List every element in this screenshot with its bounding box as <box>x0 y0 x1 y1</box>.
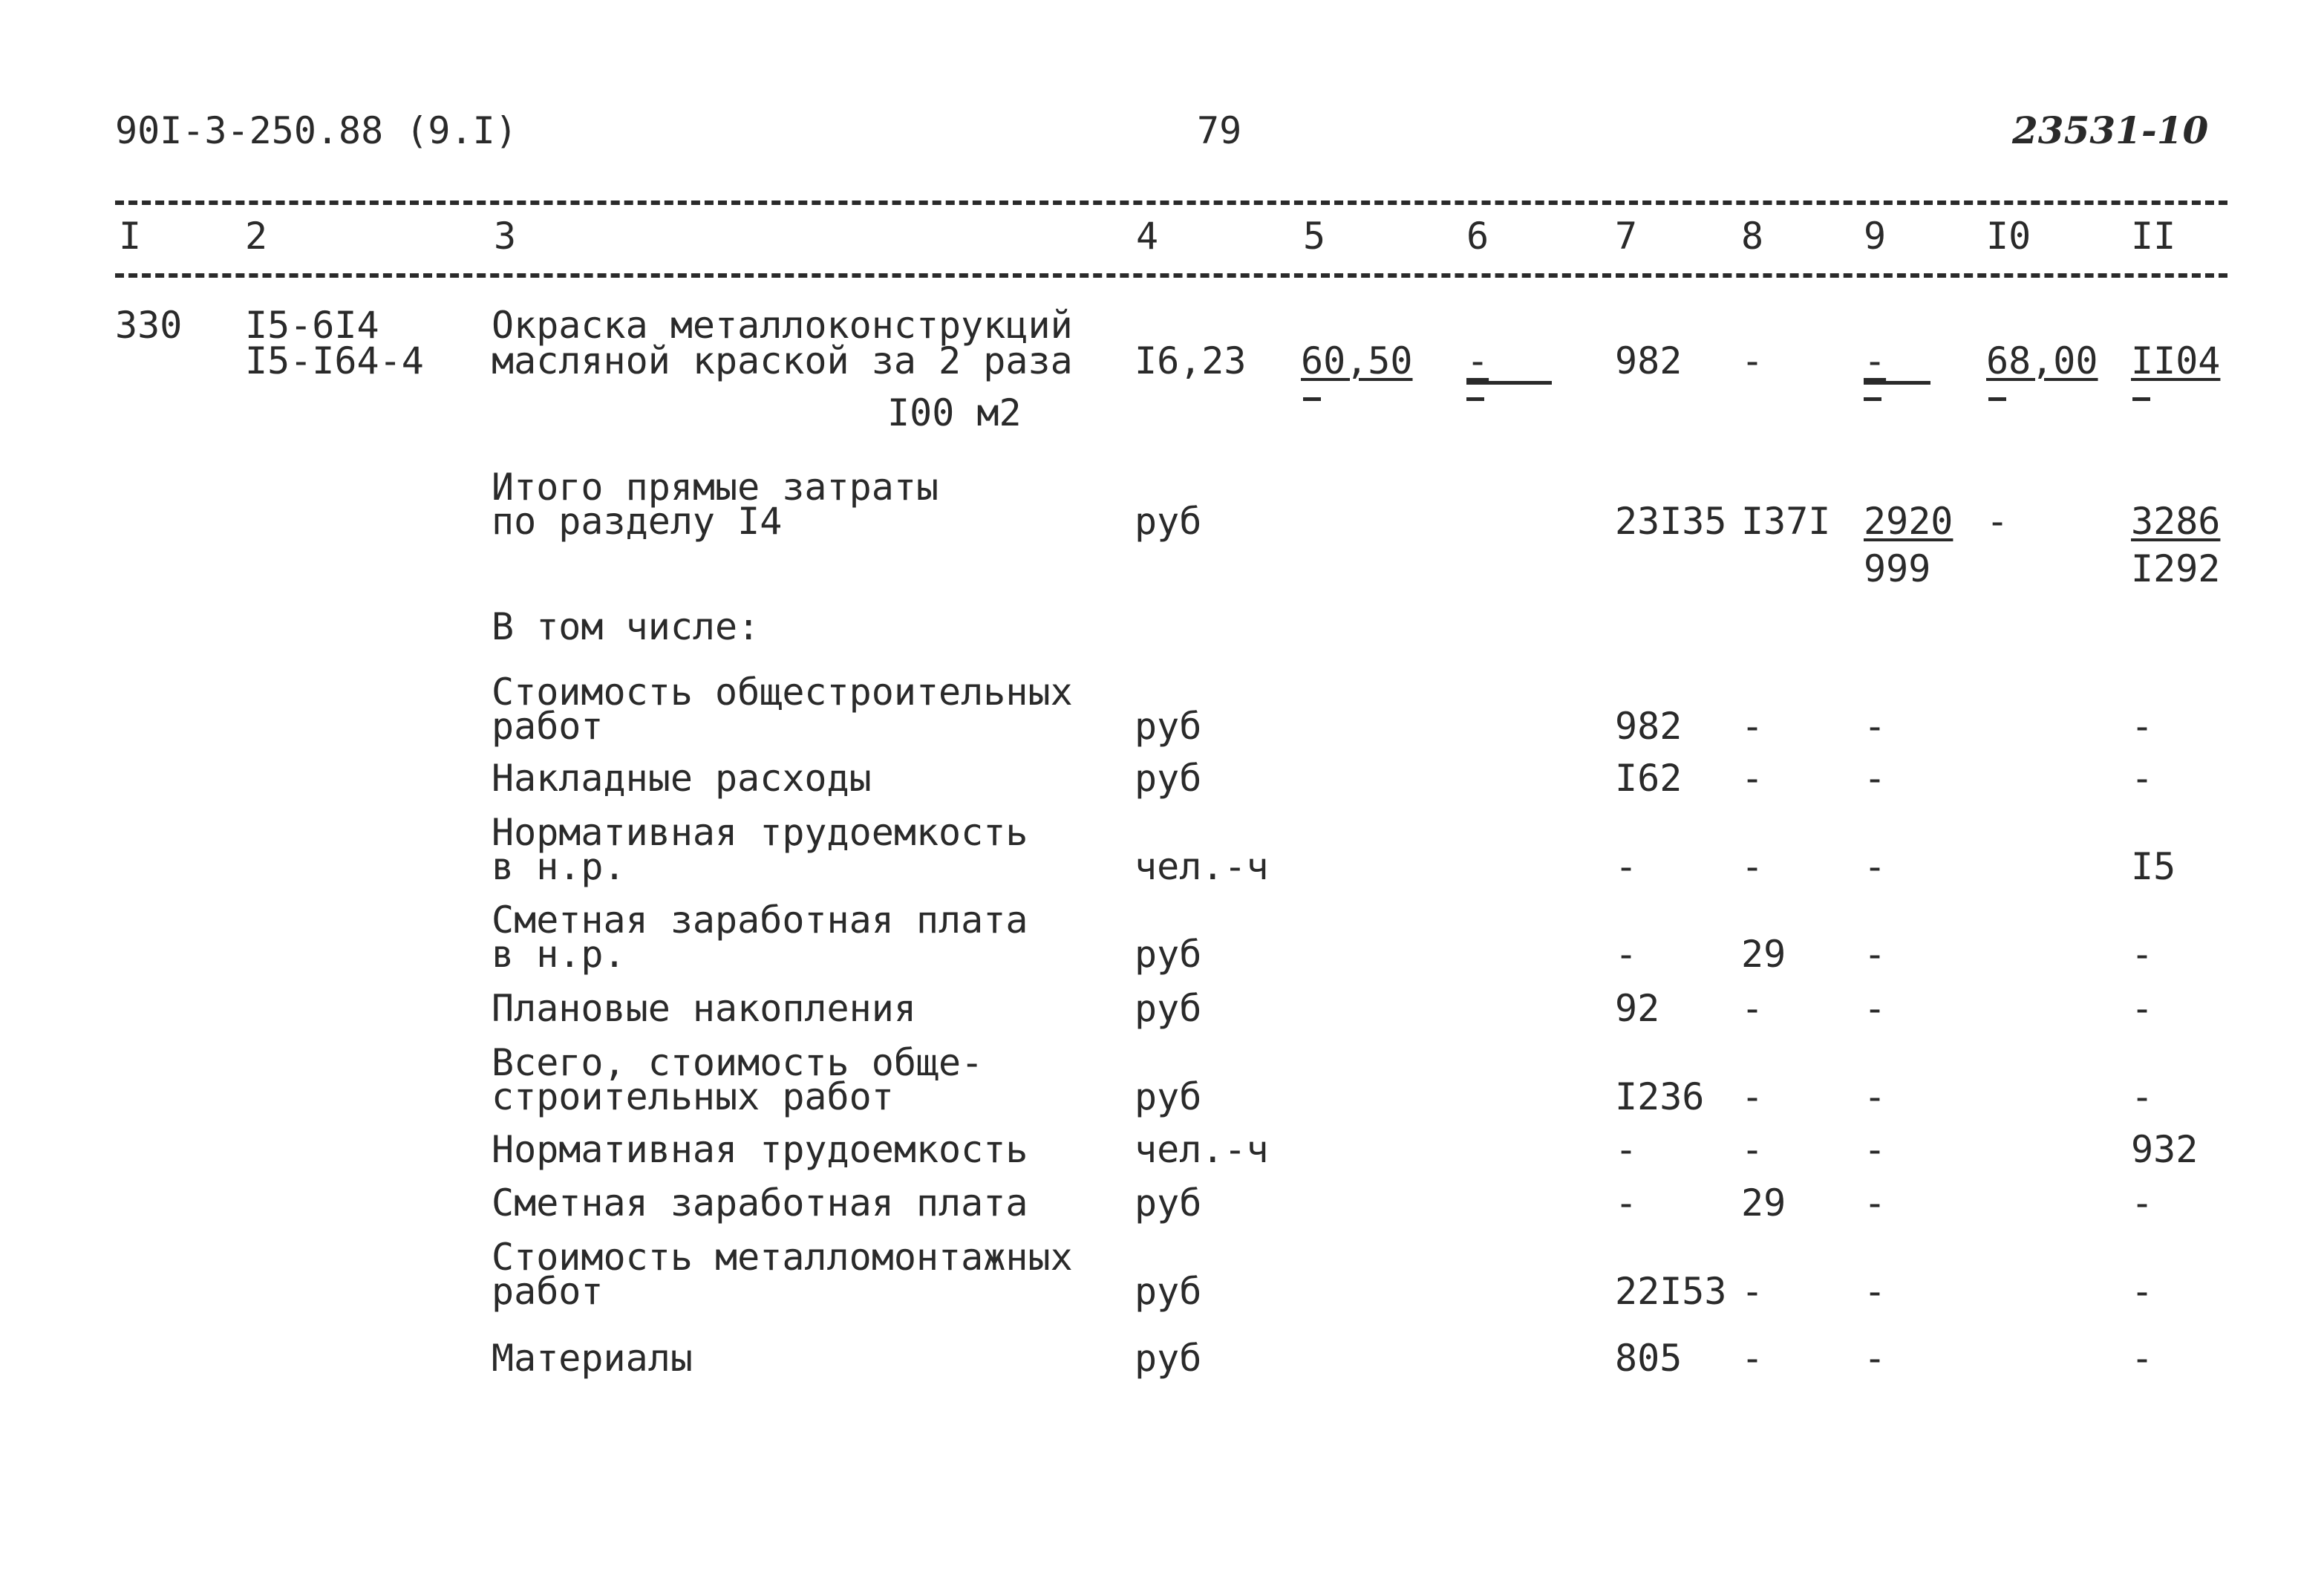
column-header: 6 <box>1466 215 1489 258</box>
item-col9: - <box>1864 339 1887 382</box>
row-description: Сметная заработная плата <box>492 899 1028 942</box>
column-header: I0 <box>1986 215 2031 258</box>
row-description: работ <box>492 705 604 748</box>
total-col11-top: 3286 <box>2131 500 2221 543</box>
row-description: в н.р. <box>492 845 626 888</box>
row-description: Нормативная трудоемкость <box>492 811 1028 854</box>
row-col9: - <box>1864 1075 1887 1118</box>
row-col9: - <box>1864 757 1887 800</box>
total-col8: I37I <box>1741 500 1831 543</box>
total-col11-bottom: I292 <box>2131 547 2221 590</box>
item-quantity: I6,23 <box>1135 339 1247 382</box>
dash-mark <box>2132 397 2150 401</box>
row-col7: 92 <box>1615 987 1660 1030</box>
row-col8: - <box>1741 845 1764 888</box>
column-header: 5 <box>1303 215 1326 258</box>
row-unit: чел.-ч <box>1135 845 1269 888</box>
item-description: Окраска металлоконструкций <box>492 304 1073 347</box>
row-col7: 22I53 <box>1615 1270 1727 1313</box>
column-header: 3 <box>494 215 517 258</box>
row-unit: руб <box>1135 987 1202 1030</box>
dash-mark <box>1303 397 1321 401</box>
dash-mark <box>1466 381 1552 385</box>
row-col9: - <box>1864 845 1887 888</box>
document-code: 90I-3-250.88 (9.I) <box>115 109 518 152</box>
row-col7: I62 <box>1615 757 1682 800</box>
dash-mark <box>1466 397 1484 401</box>
row-col11: 932 <box>2131 1128 2199 1171</box>
total-col9-top: 2920 <box>1864 500 1953 543</box>
row-col9: - <box>1864 987 1887 1030</box>
row-col8: - <box>1741 1075 1764 1118</box>
row-col11: - <box>2131 987 2154 1030</box>
row-col9: - <box>1864 1181 1887 1225</box>
row-col11: - <box>2131 1075 2154 1118</box>
row-description: Сметная заработная плата <box>492 1181 1028 1225</box>
row-col11: - <box>2131 1181 2154 1225</box>
row-col9: - <box>1864 933 1887 976</box>
dash-mark <box>1864 397 1881 401</box>
column-header: 7 <box>1615 215 1638 258</box>
row-col8: - <box>1741 987 1764 1030</box>
total-description: Итого прямые затраты <box>492 466 939 509</box>
row-description: в н.р. <box>492 933 626 976</box>
row-col7: - <box>1615 845 1638 888</box>
row-col8: - <box>1741 1128 1764 1171</box>
header-rule-bottom <box>115 273 2227 278</box>
row-description: строительных работ <box>492 1075 894 1118</box>
total-col7: 23I35 <box>1615 500 1727 543</box>
row-col11: - <box>2131 933 2154 976</box>
row-col7: - <box>1615 933 1638 976</box>
row-unit: руб <box>1135 757 1202 800</box>
item-description: масляной краской за 2 раза <box>492 339 1073 382</box>
row-col7: I236 <box>1615 1075 1705 1118</box>
row-col11: - <box>2131 1337 2154 1380</box>
row-unit: руб <box>1135 1075 1202 1118</box>
row-col8: - <box>1741 1270 1764 1313</box>
row-description: Стоимость общестроительных <box>492 671 1073 714</box>
row-col7: - <box>1615 1181 1638 1225</box>
row-col8: 29 <box>1741 1181 1786 1225</box>
row-unit: руб <box>1135 705 1202 748</box>
row-description: Всего, стоимость обще- <box>492 1041 984 1084</box>
column-header: 4 <box>1136 215 1159 258</box>
total-col9-bottom: 999 <box>1864 547 1931 590</box>
row-col9: - <box>1864 1128 1887 1171</box>
column-header: I <box>119 215 142 258</box>
row-col11: - <box>2131 705 2154 748</box>
row-col11: - <box>2131 1270 2154 1313</box>
page-number: 79 <box>1197 109 1242 152</box>
total-unit: руб <box>1135 500 1202 543</box>
item-col5: 60,50 <box>1301 339 1413 382</box>
handwritten-reference: 23531-10 <box>2012 108 2209 152</box>
including-label: В том числе: <box>492 605 760 648</box>
item-col11: II04 <box>2131 339 2221 382</box>
item-code: I5-I64-4 <box>245 339 424 382</box>
row-description: Накладные расходы <box>492 757 872 800</box>
item-unit: I00 м2 <box>887 391 1022 434</box>
row-col9: - <box>1864 1337 1887 1380</box>
column-header: 8 <box>1741 215 1764 258</box>
item-number: 330 <box>115 304 183 347</box>
row-col8: - <box>1741 757 1764 800</box>
item-col8: - <box>1741 339 1764 382</box>
row-unit: руб <box>1135 933 1202 976</box>
column-header: 9 <box>1864 215 1887 258</box>
row-unit: чел.-ч <box>1135 1128 1269 1171</box>
row-description: Стоимость металломонтажных <box>492 1236 1073 1279</box>
row-col7: 982 <box>1615 705 1682 748</box>
row-unit: руб <box>1135 1181 1202 1225</box>
row-description: Нормативная трудоемкость <box>492 1128 1028 1171</box>
row-col7: - <box>1615 1128 1638 1171</box>
row-unit: руб <box>1135 1337 1202 1380</box>
row-col8: 29 <box>1741 933 1786 976</box>
row-col7: 805 <box>1615 1337 1682 1380</box>
row-description: работ <box>492 1270 604 1313</box>
total-description: по разделу I4 <box>492 500 783 543</box>
dash-mark <box>1988 397 2006 401</box>
row-col9: - <box>1864 705 1887 748</box>
item-col6: - <box>1466 339 1489 382</box>
row-col8: - <box>1741 705 1764 748</box>
row-unit: руб <box>1135 1270 1202 1313</box>
dash-mark <box>1864 381 1930 385</box>
row-col11: - <box>2131 757 2154 800</box>
header-rule-top <box>115 200 2227 205</box>
row-col9: - <box>1864 1270 1887 1313</box>
row-description: Плановые накопления <box>492 987 916 1030</box>
total-col10: - <box>1986 500 2009 543</box>
column-header: 2 <box>245 215 268 258</box>
row-col8: - <box>1741 1337 1764 1380</box>
item-code: I5-6I4 <box>245 304 379 347</box>
row-col11: I5 <box>2131 845 2176 888</box>
item-col7: 982 <box>1615 339 1682 382</box>
row-description: Материалы <box>492 1337 693 1380</box>
column-header: II <box>2131 215 2176 258</box>
item-col10: 68,00 <box>1986 339 2098 382</box>
